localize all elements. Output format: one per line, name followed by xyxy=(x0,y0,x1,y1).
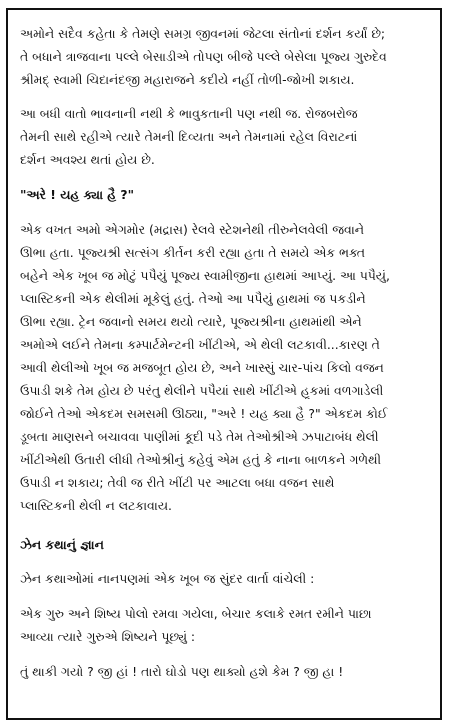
section-heading: ઝેન કથાનું જ્ઞાન xyxy=(20,537,104,552)
text-line: ઊભા રહ્યા. ટ્રેન જવાનો સમય થયો ત્યારે, પૂજ્યશ્રીના હાથમાંથી એને xyxy=(20,314,362,329)
text-line: બહેને એક ખૂબ જ મોટું પપૈયું પૂજ્ય સ્વામીજીના હાથમાં આપ્યું. આ પપૈયું, xyxy=(20,268,390,283)
section-heading: "અરે ! યહ ક્યા હૈ ?" xyxy=(20,187,135,202)
text-line: જોઈને તેઓ એકદમ સમસમી ઊઠ્યા, "અરે ! યહ ક્યા હૈ ?" એકદમ કોઈ xyxy=(20,406,388,421)
text-line: આ બધી વાતો ભાવનાની નથી કે ભાવુકતાની પણ નથી જ. રોજબરોજ xyxy=(20,106,358,121)
text-line: આવી થેલીઓ ખૂબ જ મજબૂત હોય છે, અને ખાસ્સું ચાર-પાંચ કિલો વજન xyxy=(20,360,384,375)
text-line: ઝેન કથાઓમાં નાનપણમાં એક ખૂબ જ સુંદર વાર્તા વાંચેલી : xyxy=(20,571,315,586)
text-line: અમોને સદૈવ કહેતા કે તેમણે સમગ્ર જીવનમાં જેટલા સંતોનાં દર્શન કર્યાં છે; xyxy=(20,26,386,41)
text-line: આવ્યા ત્યારે ગુરુએ શિષ્યને પૂછ્યું : xyxy=(20,629,196,644)
text-line: તેમની સાથે રહીએ ત્યારે તેમની દિવ્યતા અને તેમનામાં રહેલ વિરાટનાં xyxy=(20,129,358,144)
text-line: ઉપાડી ન શકાય; તેવી જ રીતે ખીંટી પર આટલા બધા વજન સાથે xyxy=(20,475,335,490)
text-line: ઊભા હતા. પૂજ્યશ્રી સત્સંગ કીર્તન કરી રહ્યા હતા તે સમયે એક ભક્ત xyxy=(20,245,365,260)
text-line: પ્લાસ્ટિકની થેલી ન લટકાવાય. xyxy=(20,498,172,513)
text-line: તે બધાને ત્રાજવાના પલ્લે બેસાડીએ તોપણ બીજે પલ્લે બેસેલા પૂજ્ય ગુરુદેવ xyxy=(20,49,387,64)
text-line: એક વખત અમો એગમોર (મદ્રાસ) રેલવે સ્ટેશનેથી તીરુનેલવેલી જવાને xyxy=(20,222,364,237)
text-line: ખીંટીએથી ઉતારી લીધી તેઓશ્રીનું કહેવું એમ હતું કે નાના બાળકને ગળેથી xyxy=(20,452,382,467)
text-line: ડૂબતા માણસને બચાવવા પાણીમાં કૂદી પડે તેમ તેઓશ્રીએ ઝપાટાબંધ થેલી xyxy=(20,429,379,444)
text-line: પ્લાસ્ટિકની એક થેલીમાં મૂકેલું હતું. તેઓ આ પપૈયું હાથમાં જ પકડીને xyxy=(20,291,366,306)
text-line: દર્શન અવશ્ય થતાં હોય છે. xyxy=(20,152,155,167)
text-line: ઉપાડી શકે તેમ હોય છે પરંતુ થેલીને પપૈયાં સાથે ખીંટીએ હૂકમાં વળગાડેલી xyxy=(20,383,384,398)
text-line: અમોએ લઈને તેમના કમ્પાર્ટમેન્ટની ખીંટીએ, એ થેલી લટકાવી...કારણ તે xyxy=(20,337,380,352)
text-line: શ્રીમદ્ સ્વામી ચિદાનંદજી મહારાજને કદીયે નહીં તોળી-જોખી શકાય. xyxy=(20,72,355,87)
text-line: તું થાકી ગયો ? જી હાં ! તારો ઘોડો પણ થાક્યો હશે કેમ ? જી હા ! xyxy=(20,664,344,679)
text-line: એક ગુરુ અને શિષ્ય પોલો રમવા ગયેલા, બેચાર કલાકે રમત રમીને પાછા xyxy=(20,606,372,621)
